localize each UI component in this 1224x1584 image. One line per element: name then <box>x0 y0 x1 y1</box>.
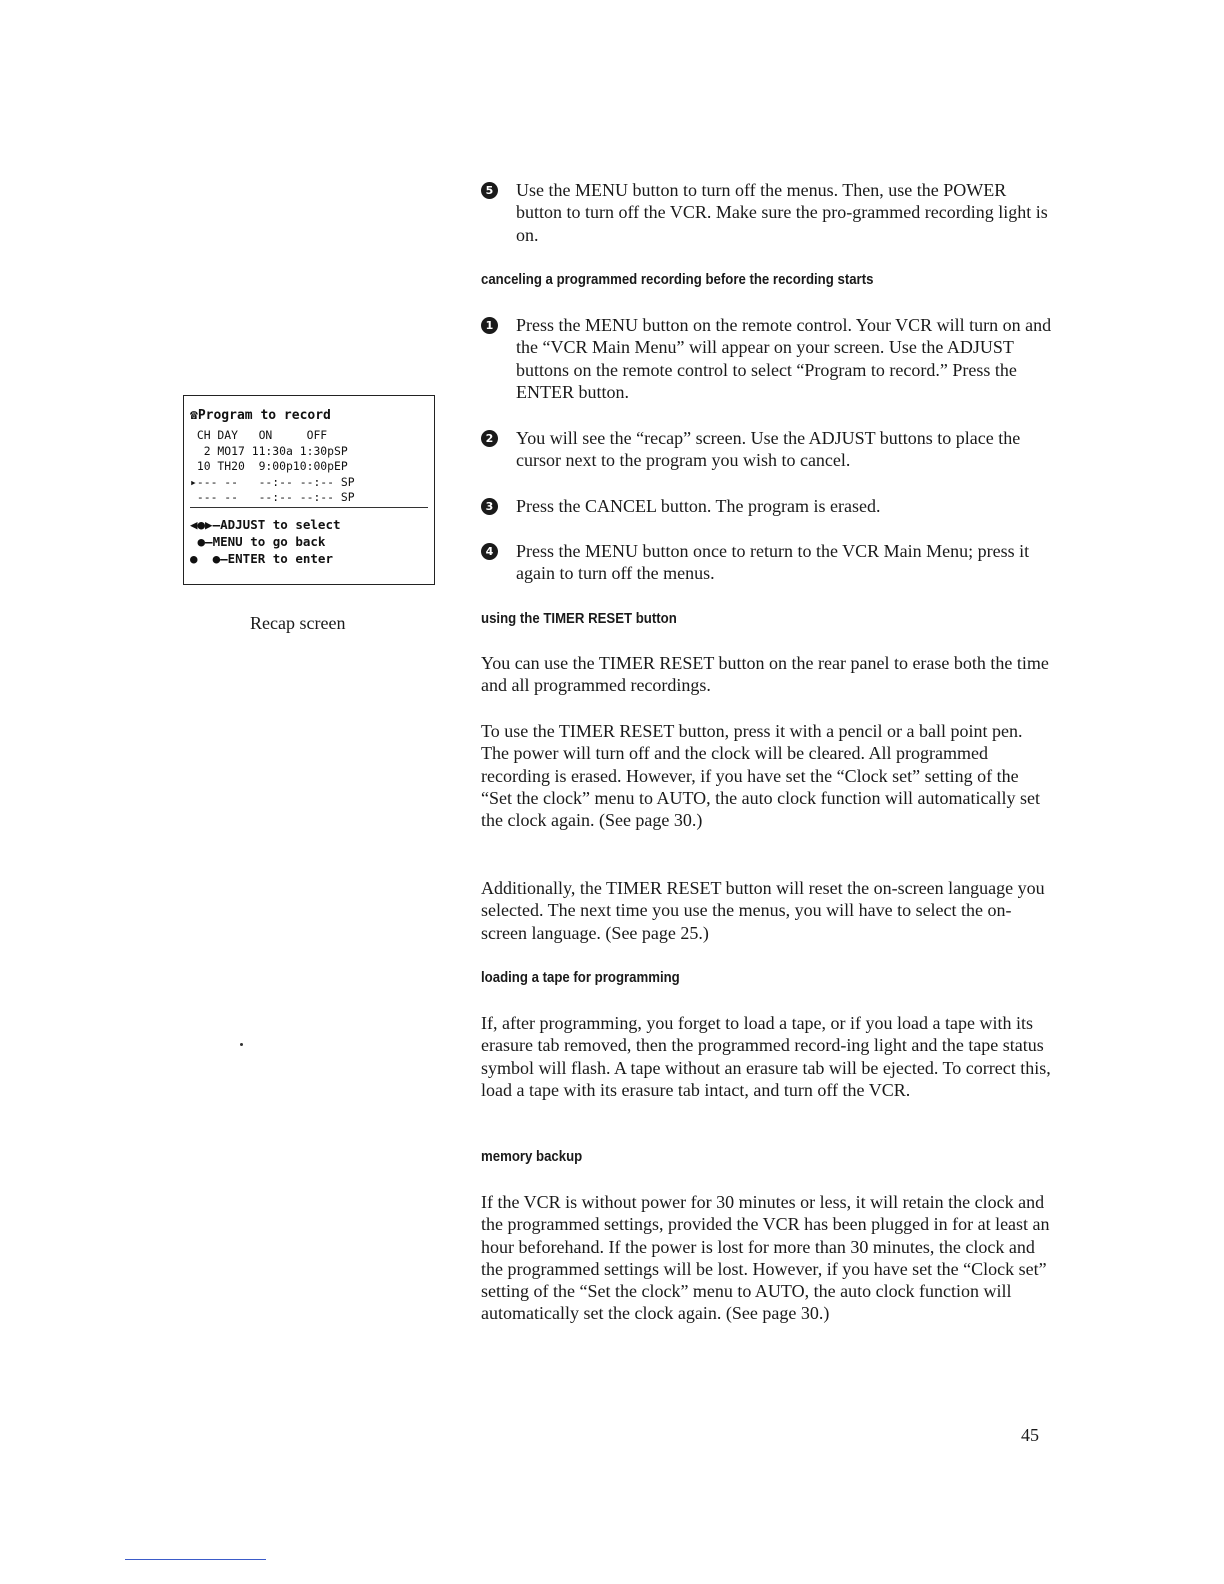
step-text: You will see the “recap” screen. Use the ADJUST buttons to place the cursor next to the program you wish to cancel. <box>516 428 1021 471</box>
page-number: 45 <box>1021 1425 1039 1445</box>
timer-reset-para-3 <box>481 877 1053 944</box>
heading-timer-reset: using the TIMER RESET button <box>481 610 677 627</box>
recap-title: ☎Program to record <box>190 408 331 423</box>
recap-row-header: CH DAY ON OFF <box>190 428 328 442</box>
adjust-key-hint: ◀●▶–ADJUST to select <box>190 517 341 532</box>
footer-rule <box>125 1559 266 1560</box>
paragraph: You can use the TIMER RESET button on the rear panel to erase both the time and all programmed recordings. <box>481 653 1049 696</box>
step-number-badge: 3 <box>481 498 498 515</box>
step-number-badge: 1 <box>481 317 498 334</box>
recap-caption: Recap screen <box>250 613 346 633</box>
step-text: Press the MENU button once to return to the VCR Main Menu; press it again to turn off the menus. <box>516 541 1030 584</box>
menu-key-hint: ●—MENU to go back <box>190 534 326 549</box>
step-number-badge: 4 <box>481 543 498 560</box>
recap-row: --- -- --:-- --:-- SP <box>190 490 355 504</box>
cancel-step-4 <box>481 540 1053 585</box>
step-text: Press the CANCEL button. The program is erased. <box>516 496 881 516</box>
recap-row: 2 MO17 11:30a 1:30pSP <box>190 443 348 458</box>
cancel-step-2 <box>481 427 1053 472</box>
recap-row-cursor: ▸--- -- --:-- --:-- SP <box>190 474 355 489</box>
paragraph: If, after programming, you forget to load a tape, or if you load a tape with its erasure tab removed, then the programmed record-ing light and the tape status symbol will flash. A tape without an erasure tab will be ejected. To correct this, load a tape with its erasure tab intact, and turn off the VCR. <box>481 1013 1051 1100</box>
timer-reset-para-2 <box>481 720 1053 831</box>
step-number-badge: 5 <box>481 182 498 199</box>
paragraph: Additionally, the TIMER RESET button will reset the on-screen language you selected. The next time you use the menus, you will have to select the on-screen language. (See page 25.) <box>481 878 1045 943</box>
step-text: Use the MENU button to turn off the menus. Then, use the POWER button to turn off the VCR. Make sure the pro-grammed recording light is on. <box>516 180 1048 245</box>
paragraph: To use the TIMER RESET button, press it with a pencil or a ball point pen. The power will turn off and the clock will be cleared. All programmed recording is erased. However, if you have set the “Clock set” setting of the “Set the clock” menu to AUTO, the auto clock function will automatically set the clock again. (See page 30.) <box>481 721 1041 831</box>
recap-row: 10 TH20 9:00p10:00pEP <box>190 459 348 473</box>
step-5 <box>481 179 1053 246</box>
recap-table <box>190 428 355 506</box>
step-text: Press the MENU button on the remote control. Your VCR will turn on and the “VCR Main Menu” will appear on your screen. Use the ADJUST buttons on the remote control to select “Program to record.” Press the ENTER button. <box>516 315 1052 402</box>
cancel-step-3 <box>481 495 1053 517</box>
timer-reset-para-1 <box>481 652 1053 697</box>
enter-key-hint: ● ●–ENTER to enter <box>190 551 333 566</box>
stray-mark <box>240 1043 243 1046</box>
heading-memory-backup: memory backup <box>481 1148 583 1165</box>
paragraph: If the VCR is without power for 30 minutes or less, it will retain the clock and the programmed settings, provided the VCR has been plugged in for at least an hour beforehand. If the power is lost for more than 30 minutes, the clock and the programmed settings will be lost. However, if you have set the “Clock set” setting of the “Set the clock” menu to AUTO, the auto clock function will automatically set the clock again. (See page 30.) <box>481 1192 1050 1324</box>
cancel-step-1 <box>481 314 1053 403</box>
step-number-badge: 2 <box>481 430 498 447</box>
recap-key-legend <box>190 516 341 567</box>
recap-divider <box>190 507 428 508</box>
recap-screen <box>183 395 435 585</box>
loading-para <box>481 1012 1053 1101</box>
heading-canceling: canceling a programmed recording before the recording starts <box>481 271 874 288</box>
heading-loading-tape: loading a tape for programming <box>481 969 680 986</box>
memory-para <box>481 1191 1053 1325</box>
